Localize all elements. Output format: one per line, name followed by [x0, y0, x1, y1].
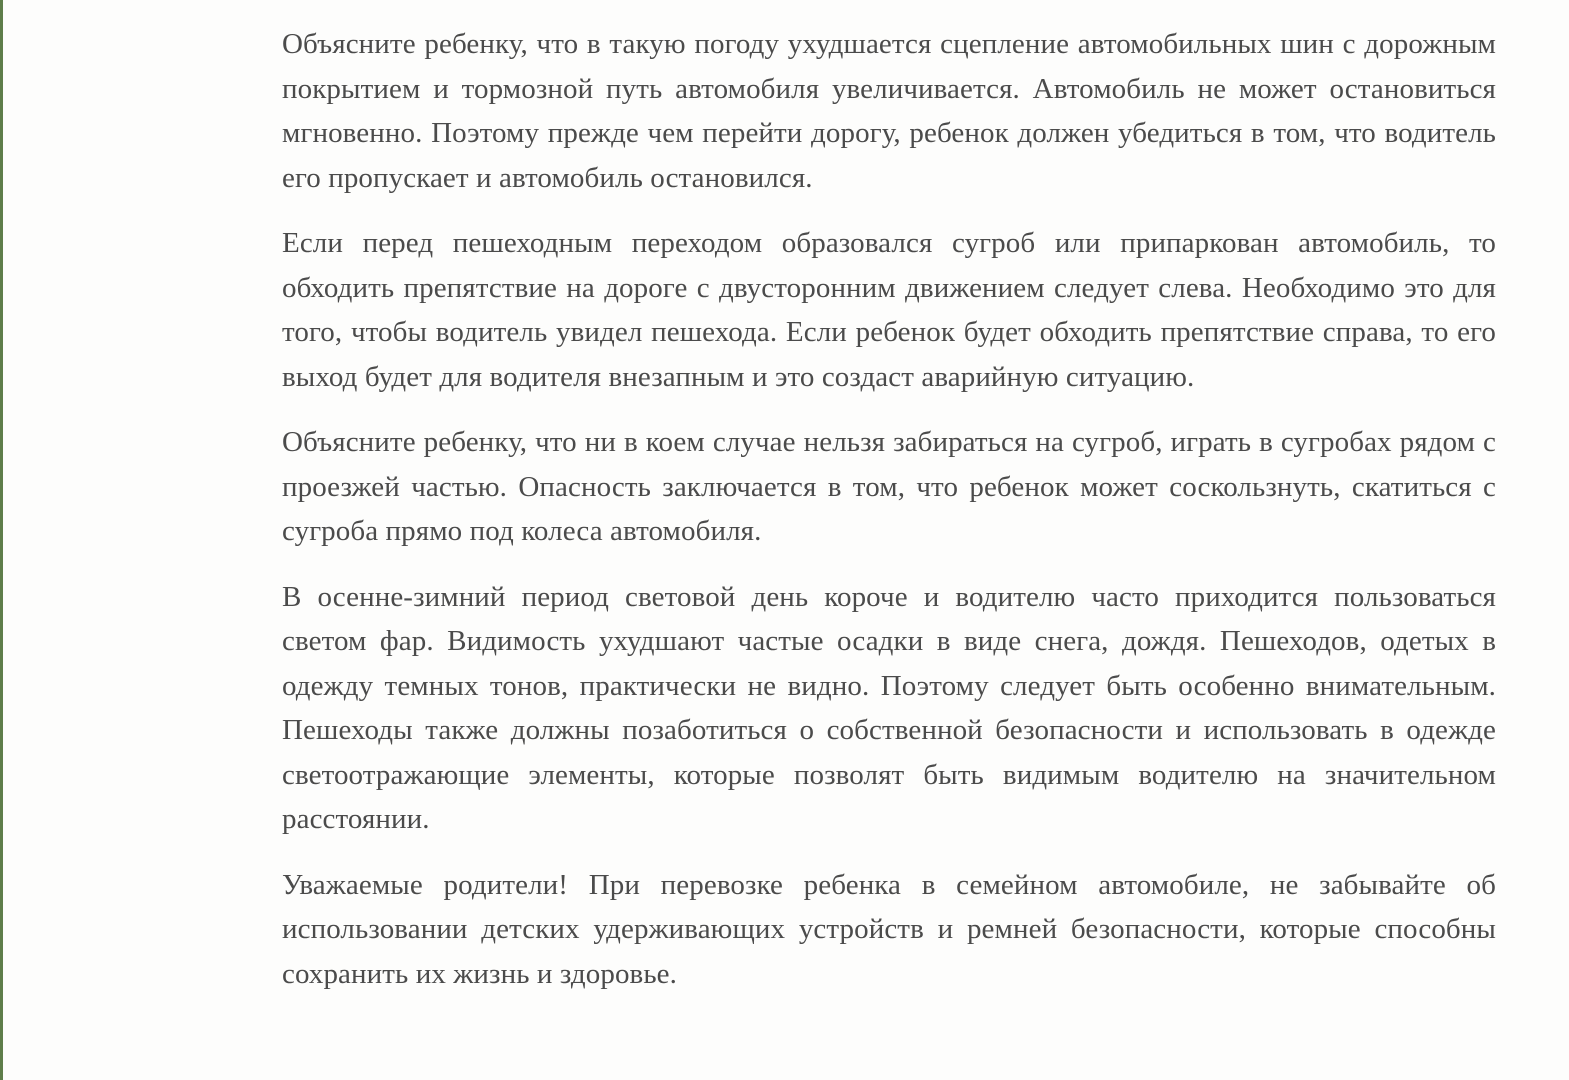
page-edge-divider	[0, 0, 3, 1080]
paragraph-obstacle-bypass: Если перед пешеходным переходом образовался сугроб или припаркован автомобиль, то обходить препятствие на дороге с двусторонним движением следует слева. Необходимо это для того, чтобы водитель увидел пешехода. Если ребенок будет обходить препятствие справа, то его выход будет для водителя внезапным и это создаст аварийную ситуацию.	[282, 227, 1496, 393]
paragraph-snowdrift-danger: Объясните ребенку, что ни в коем случае нельзя забираться на сугроб, играть в сугробах рядом с проезжей частью. Опасность заключается в том, что ребенок может соскользнуть, скатиться с сугроба прямо под колеса автомобиля.	[282, 426, 1496, 547]
document-body	[282, 22, 1496, 1017]
paragraph-road-grip: Объясните ребенку, что в такую погоду ухудшается сцепление автомобильных шин с дорожным покрытием и тормозной путь автомобиля увеличивается. Автомобиль не может остановиться мгновенно. Поэтому прежде чем перейти дорогу, ребенок должен убедиться в том, что водитель его пропускает и автомобиль остановился.	[282, 28, 1496, 194]
paragraph-visibility: В осенне-зимний период световой день короче и водителю часто приходится пользоваться светом фар. Видимость ухудшают частые осадки в виде снега, дождя. Пешеходов, одетых в одежду темных тонов, практически не видно. Поэтому следует быть особенно внимательным. Пешеходы также должны позаботиться о собственной безопасности и использовать в одежде светоотражающие элементы, которые позволят быть видимым водителю на значительном расстоянии.	[282, 580, 1496, 835]
paragraph-parents-appeal: Уважаемые родители! При перевозке ребенка в семейном автомобиле, не забывайте об использовании детских удерживающих устройств и ремней безопасности, которые способны сохранить их жизнь и здоровье.	[282, 868, 1496, 990]
